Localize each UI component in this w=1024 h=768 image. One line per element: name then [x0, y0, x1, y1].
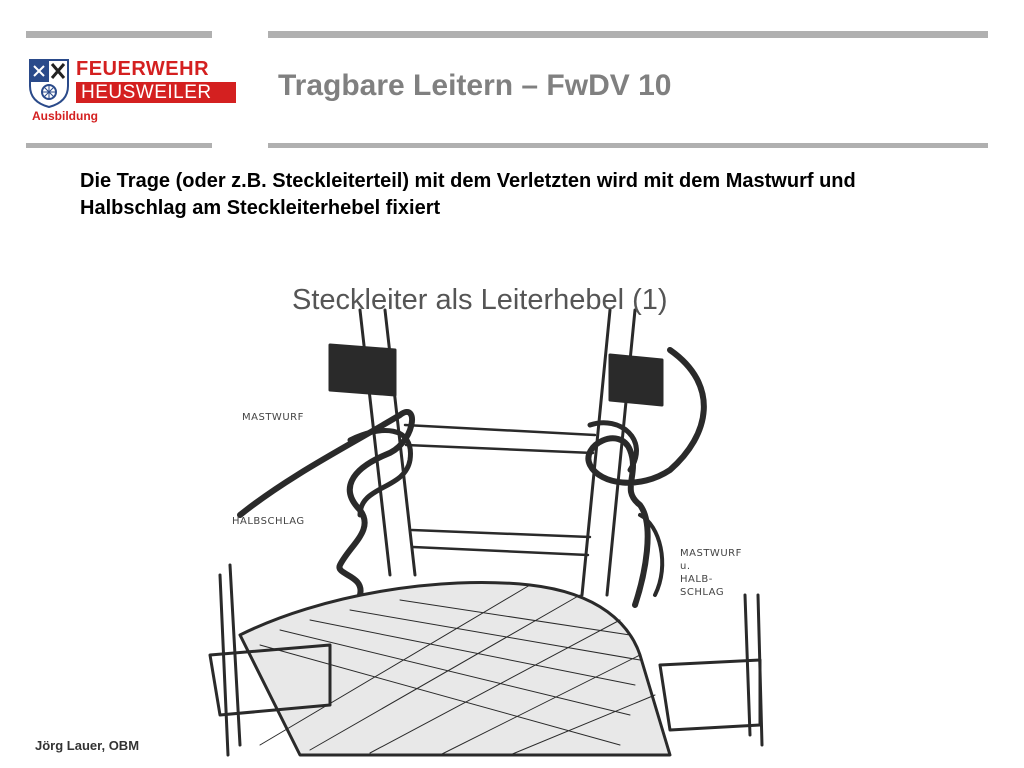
logo-org-line2: HEUSWEILER [76, 82, 236, 103]
ladder-illustration [200, 275, 780, 765]
header-bar-bottom-left [26, 143, 212, 148]
description-text: Die Trage (oder z.B. Steckleiterteil) mit dem Verletzten wird mit dem Mastwurf und Halbschlag am Steckleiterhebel fixiert [80, 170, 856, 219]
label-halbschlag: HALBSCHLAG [232, 516, 305, 527]
label-right-line4: SCHLAG [680, 587, 725, 598]
header-bar-top-right [268, 31, 988, 38]
page-title: Tragbare Leitern – FwDV 10 [278, 69, 672, 102]
label-right-line3: HALB- [680, 574, 713, 585]
author-footer: Jörg Lauer, OBM [35, 738, 140, 753]
figure-title: Steckleiter als Leiterhebel (1) [292, 284, 668, 316]
label-right-line2: u. [680, 561, 691, 572]
logo [28, 58, 218, 126]
header-bar-bottom-right [268, 143, 988, 148]
label-right-line1: MASTWURF [680, 548, 742, 559]
logo-department: Ausbildung [32, 109, 98, 123]
header-bar-top-left [26, 31, 212, 38]
label-mastwurf-halbschlag [680, 547, 770, 599]
logo-org-line1: FEUERWEHR [76, 58, 210, 80]
coat-of-arms-icon [28, 58, 70, 108]
label-mastwurf: MASTWURF [242, 412, 304, 423]
